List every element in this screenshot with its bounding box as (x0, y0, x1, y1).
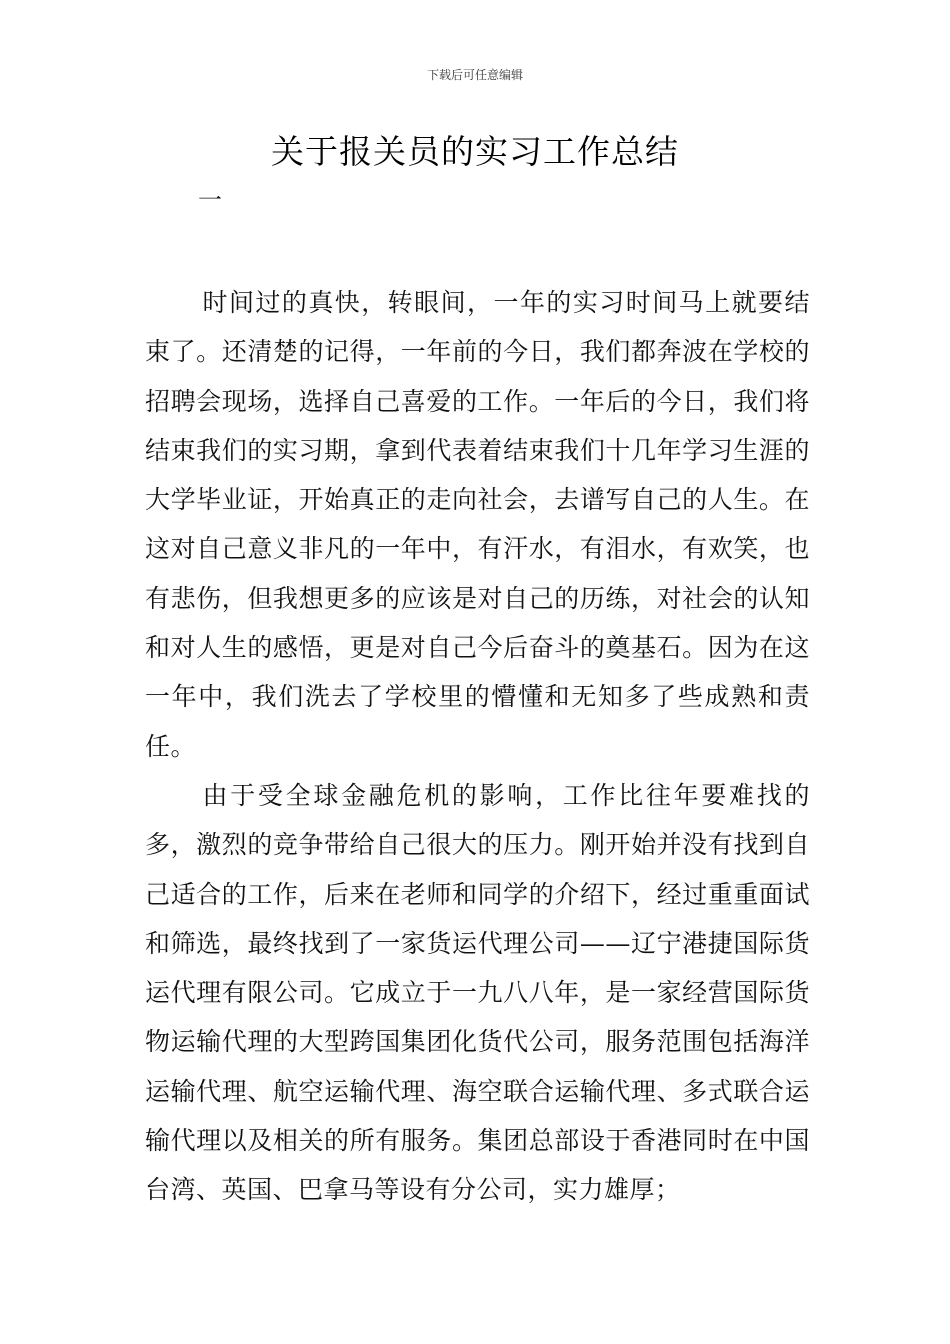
document-title: 关于报关员的实习工作总结 (271, 132, 679, 171)
paragraph-1: 时间过的真快，转眼间，一年的实习时间马上就要结束了。还清楚的记得，一年前的今日，我们都奔波在学校的招聘会现场，选择自己喜爱的工作。一年后的今日，我们将结束我们的实习期，拿到代表着结束我们十几年学习生涯的大学毕业证，开始真正的走向社会，去谱写自己的人生。在这对自己意义非凡的一年中，有汗水，有泪水，有欢笑，也有悲伤，但我想更多的应该是对自己的历练，对社会的认知和对人生的感悟，更是对自己今后奋斗的奠基石。因为在这一年中，我们洗去了学校里的懵懂和无知多了些成熟和责任。 (145, 288, 810, 761)
document-body (145, 278, 810, 1215)
section-mark: 一 (198, 186, 222, 214)
paragraph-2: 由于受全球金融危机的影响，工作比往年要难找的多，激烈的竞争带给自己很大的压力。刚开始并没有找到自己适合的工作，后来在老师和同学的介绍下，经过重重面试和筛选，最终找到了一家货运代理公司——辽宁港捷国际货运代理有限公司。它成立于一九八八年，是一家经营国际货物运输代理的大型跨国集团化货代公司，服务范围包括海洋运输代理、航空运输代理、海空联合运输代理、多式联合运输代理以及相关的所有服务。集团总部设于香港同时在中国台湾、英国、巴拿马等设有分公司，实力雄厚； (145, 780, 810, 1205)
header-note: 下载后可任意编辑 (426, 68, 523, 82)
